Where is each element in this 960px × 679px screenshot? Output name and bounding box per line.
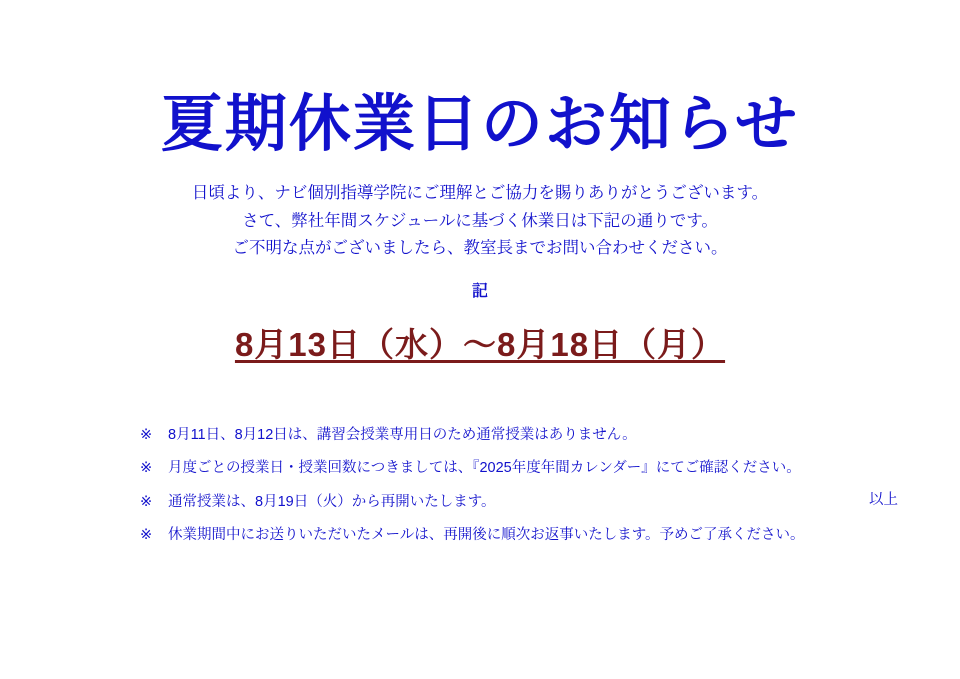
list-item (140, 428, 960, 443)
note-mark-icon: ※ (140, 493, 153, 510)
closure-period (0, 301, 960, 366)
note-text: 月度ごとの授業日・授業回数につきましては、『2025年度年間カレンダー』にてご確認ください。 (168, 460, 801, 477)
note-text: 通常授業は、8月19日（火）から再開いたします。 (168, 493, 496, 510)
note-mark-icon: ※ (140, 460, 153, 477)
list-item (140, 528, 960, 543)
closure-period-text: 8月13日（水）〜8月18日（月） (234, 325, 726, 363)
page-title: 夏期休業日のお知らせ (160, 90, 800, 159)
list-item (140, 461, 960, 476)
notes-list (0, 366, 960, 543)
ki-label: 記 (471, 282, 488, 300)
note-text: 8月11日、8月12日は、講習会授業専用日のため通常授業はありません。 (168, 426, 637, 443)
note-mark-icon: ※ (140, 426, 153, 443)
intro-line-2: さて、弊社年間スケジュールに基づく休業日は下記の通りです。 (242, 211, 718, 230)
intro-line-3: ご不明な点がございましたら、教室長までお問い合わせください。 (232, 239, 728, 258)
closing-text: 以上 (869, 492, 898, 508)
intro-paragraph (0, 157, 960, 257)
list-item (140, 495, 960, 510)
note-mark-icon: ※ (140, 527, 153, 544)
intro-line-1: 日頃より、ナビ個別指導学院にご理解とご協力を賜りありがとうございます。 (191, 184, 769, 203)
note-text: 休業期間中にお送りいただいたメールは、再開後に順次お返事いたします。予めご了承ください。 (168, 527, 805, 544)
